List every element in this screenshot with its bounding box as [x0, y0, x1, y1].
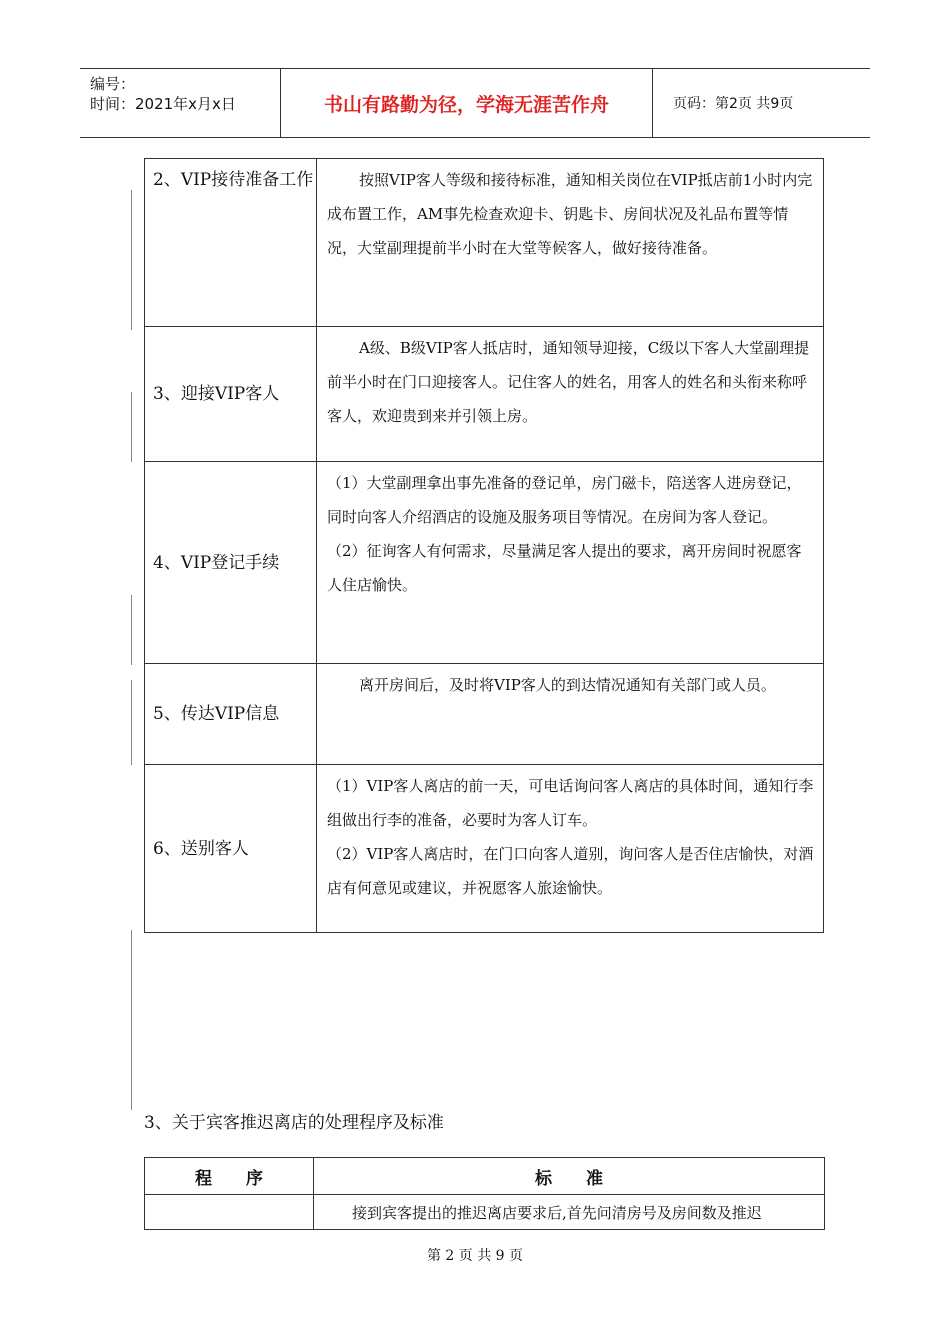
step-cell: 5、传达VIP信息	[145, 664, 317, 765]
standard-paragraph: （1）大堂副理拿出事先准备的登记单，房门磁卡，陪送客人进房登记，同时向客人介绍酒店的设施及服务项目等情况。在房间为客人登记。	[327, 474, 802, 526]
standard-paragraph: （2）征询客人有何需求，尽量满足客人提出的要求，离开房间时祝愿客人住店愉快。	[327, 542, 802, 594]
col-header-standard: 标 准	[314, 1158, 825, 1195]
table-row	[145, 765, 824, 933]
standard-cell	[317, 664, 824, 765]
header-slogan: 书山有路勤为径，学海无涯苦作舟	[281, 69, 653, 137]
table-row	[145, 159, 824, 327]
vip-procedure-table	[144, 158, 824, 933]
section-title: 3、关于宾客推迟离店的处理程序及标准	[144, 1113, 444, 1133]
table-row	[145, 462, 824, 664]
table-row	[145, 664, 824, 765]
margin-mark	[131, 595, 132, 665]
margin-mark	[131, 392, 132, 462]
doc-time-label: 时间：2021年x月x日	[90, 95, 236, 113]
standard-paragraph: 按照VIP客人等级和接待标准，通知相关岗位在VIP抵店前1小时内完成布置工作，AM事先检查欢迎卡、钥匙卡、房间状况及礼品布置等情况，大堂副理提前半小时在大堂等候客人，做好接待准备。	[327, 171, 813, 257]
page-header	[80, 68, 870, 138]
standard-paragraph: A级、B级VIP客人抵店时，通知领导迎接，C级以下客人大堂副理提前半小时在门口迎接客人。记住客人的姓名，用客人的姓名和头衔来称呼客人，欢迎贵到来并引领上房。	[327, 339, 810, 425]
standard-cell	[317, 765, 824, 933]
margin-mark	[131, 930, 132, 1110]
step-cell: 6、送别客人	[145, 765, 317, 933]
step-cell	[145, 1195, 314, 1230]
standard-cell: 接到宾客提出的推迟离店要求后,首先问清房号及房间数及推迟	[314, 1195, 825, 1230]
standard-paragraph: （1）VIP客人离店的前一天，可电话询问客人离店的具体时间，通知行李组做出行李的准备，必要时为客人订车。	[327, 777, 814, 829]
margin-mark	[131, 190, 132, 330]
standard-paragraph: （2）VIP客人离店时，在门口向客人道别，询问客人是否住店愉快，对酒店有何意见或建议，并祝愿客人旅途愉快。	[327, 845, 814, 897]
margin-mark	[131, 680, 132, 765]
col-header-step: 程 序	[145, 1158, 314, 1195]
step-cell: 2、VIP接待准备工作	[145, 159, 317, 327]
table-header-row	[145, 1158, 825, 1195]
step-cell: 4、VIP登记手续	[145, 462, 317, 664]
late-checkout-table	[144, 1157, 825, 1230]
standard-paragraph: 离开房间后，及时将VIP客人的到达情况通知有关部门或人员。	[359, 676, 776, 694]
header-meta	[80, 69, 281, 137]
table-row	[145, 1195, 825, 1230]
doc-number-label: 编号：	[90, 75, 136, 93]
page-footer: 第 2 页 共 9 页	[426, 1248, 524, 1264]
header-page-number	[663, 69, 870, 137]
header-page-label: 页码：第2页 共9页	[673, 96, 794, 112]
table-row	[145, 327, 824, 462]
standard-cell	[317, 159, 824, 327]
standard-cell	[317, 462, 824, 664]
standard-cell	[317, 327, 824, 462]
step-cell: 3、迎接VIP客人	[145, 327, 317, 462]
